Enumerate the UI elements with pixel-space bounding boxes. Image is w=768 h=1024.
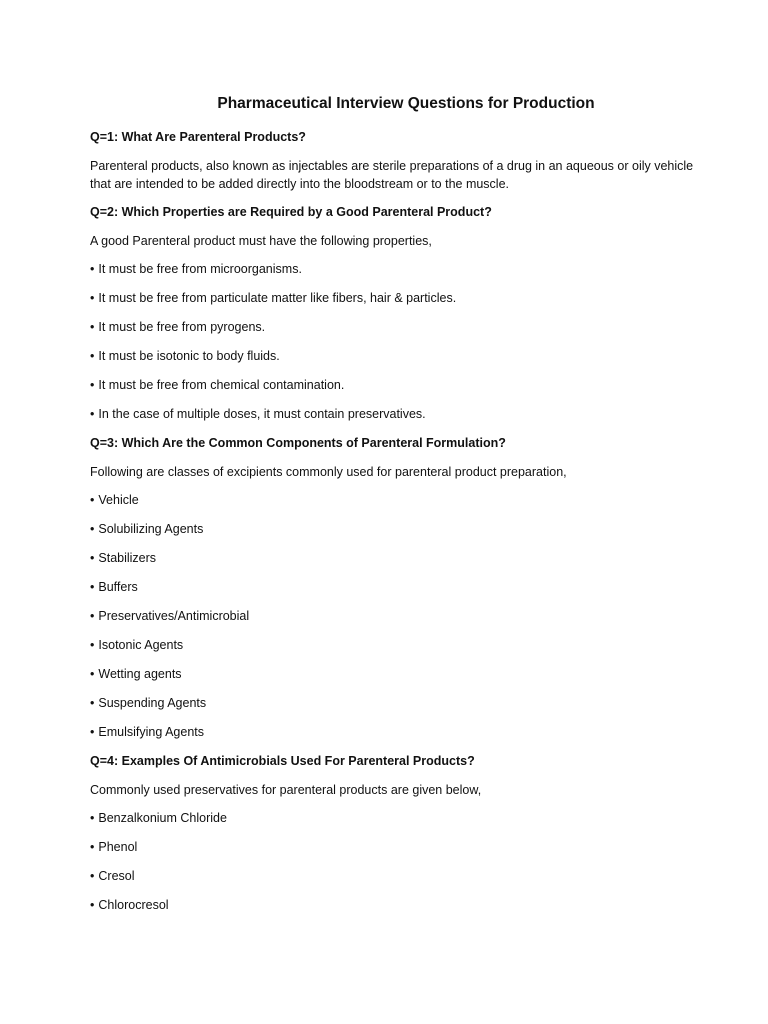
bullet-icon: • (90, 580, 95, 594)
list-item-text: Solubilizing Agents (98, 522, 204, 536)
list-item (90, 839, 708, 855)
section-q3 (90, 435, 708, 740)
bullet-icon: • (90, 291, 95, 305)
list-item-text: It must be free from chemical contamination. (98, 378, 345, 392)
section-q4 (90, 753, 708, 913)
bullet-icon: • (90, 869, 95, 883)
list-item (90, 261, 708, 277)
list-item-text: It must be free from particulate matter like fibers, hair & particles. (98, 291, 457, 305)
question-heading: Q=2: Which Properties are Required by a Good Parenteral Product? (90, 205, 492, 219)
bullet-icon: • (90, 493, 95, 507)
list-item (90, 897, 708, 913)
bullet-icon: • (90, 696, 95, 710)
list-item-text: It must be free from microorganisms. (98, 262, 302, 276)
list-item-text: Phenol (98, 840, 138, 854)
list-item (90, 319, 708, 335)
list-item-text: Stabilizers (98, 551, 157, 565)
bullet-icon: • (90, 667, 95, 681)
list-item-text: It must be free from pyrogens. (98, 320, 266, 334)
list-item-text: Benzalkonium Chloride (98, 811, 227, 825)
list-item (90, 406, 708, 422)
document-title: Pharmaceutical Interview Questions for Production (217, 95, 595, 112)
list-item (90, 290, 708, 306)
list-item-text: Emulsifying Agents (98, 725, 204, 739)
answer-paragraph: Parenteral products, also known as injectables are sterile preparations of a drug in an aqueous or oily vehicle that are intended to be added directly into the bloodstream or to the muscle. (90, 159, 694, 191)
list-item-text: Buffers (98, 580, 138, 594)
bullet-icon: • (90, 609, 95, 623)
list-item (90, 377, 708, 393)
bullet-icon: • (90, 262, 95, 276)
answer-paragraph: Following are classes of excipients commonly used for parenteral product preparation, (90, 465, 567, 479)
answer-paragraph: A good Parenteral product must have the following properties, (90, 234, 432, 248)
list-item (90, 348, 708, 364)
list-item-text: Wetting agents (98, 667, 182, 681)
bullet-icon: • (90, 811, 95, 825)
list-item-text: Preservatives/Antimicrobial (98, 609, 250, 623)
section-q1 (90, 129, 708, 193)
answer-paragraph: Commonly used preservatives for parenteral products are given below, (90, 783, 482, 797)
bullet-icon: • (90, 522, 95, 536)
list-item-text: Isotonic Agents (98, 638, 184, 652)
bullet-icon: • (90, 378, 95, 392)
bullet-icon: • (90, 840, 95, 854)
list-item (90, 810, 708, 826)
bullet-icon: • (90, 407, 95, 421)
section-q2 (90, 204, 708, 422)
list-item (90, 695, 708, 711)
bullet-icon: • (90, 638, 95, 652)
list-item (90, 666, 708, 682)
list-item-text: It must be isotonic to body fluids. (98, 349, 280, 363)
question-heading: Q=1: What Are Parenteral Products? (90, 130, 306, 144)
bullet-icon: • (90, 349, 95, 363)
list-item (90, 637, 708, 653)
question-heading: Q=4: Examples Of Antimicrobials Used For Parenteral Products? (90, 754, 475, 768)
list-item-text: Vehicle (98, 493, 139, 507)
list-item-text: Suspending Agents (98, 696, 207, 710)
bullet-icon: • (90, 551, 95, 565)
list-item-text: Chlorocresol (98, 898, 169, 912)
list-item-text: In the case of multiple doses, it must contain preservatives. (98, 407, 426, 421)
question-heading: Q=3: Which Are the Common Components of Parenteral Formulation? (90, 436, 506, 450)
list-item (90, 492, 708, 508)
list-item (90, 550, 708, 566)
list-item (90, 608, 708, 624)
list-item-text: Cresol (98, 869, 135, 883)
list-item (90, 521, 708, 537)
list-item (90, 868, 708, 884)
list-item (90, 579, 708, 595)
bullet-icon: • (90, 320, 95, 334)
bullet-icon: • (90, 898, 95, 912)
list-item (90, 724, 708, 740)
bullet-icon: • (90, 725, 95, 739)
